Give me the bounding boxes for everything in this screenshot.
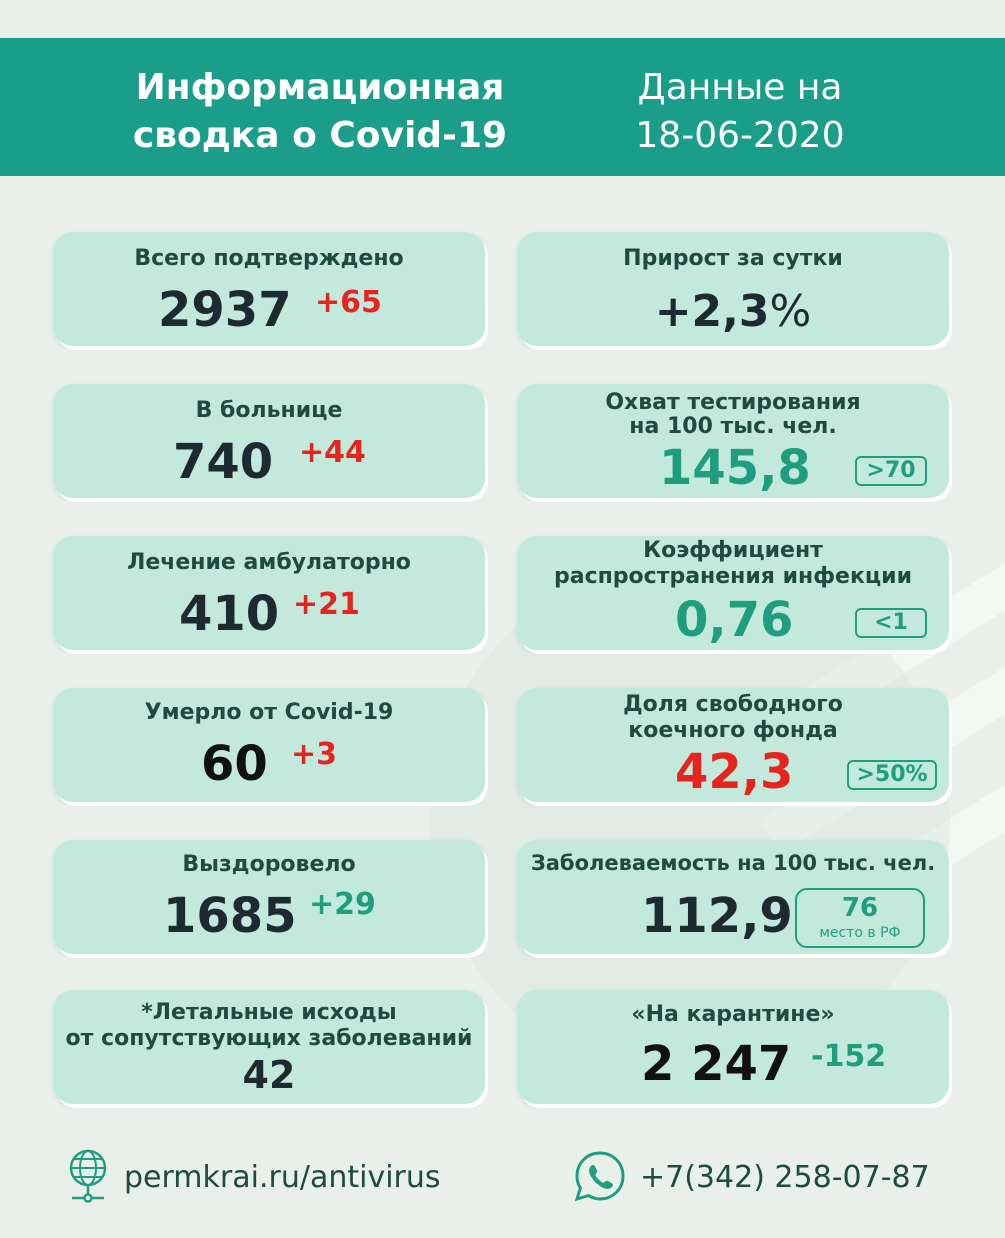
card-label: В больнице — [195, 398, 343, 423]
growth-unit: % — [769, 286, 812, 337]
card-label-1: Доля свободного — [623, 692, 843, 717]
website-link[interactable]: permkrai.ru/antivirus — [124, 1160, 441, 1195]
card-testing — [517, 384, 949, 498]
card-label-1: *Летальные исходы — [141, 1000, 397, 1025]
rank-value: 76 — [841, 893, 879, 923]
card-label: «На карантине» — [631, 1002, 835, 1027]
card-recovered — [53, 840, 485, 954]
card-incidence — [517, 840, 949, 954]
card-label: Лечение амбулаторно — [127, 550, 411, 575]
rank-label: место в РФ — [819, 925, 901, 941]
phone-number[interactable]: +7(342) 258-07-87 — [640, 1160, 930, 1195]
outpatient-delta: +21 — [293, 587, 360, 622]
card-label-2: распространения инфекции — [553, 564, 913, 589]
card-label: Выздоровело — [182, 852, 356, 877]
card-label-2: коечного фонда — [628, 718, 838, 743]
card-label-1: Охват тестирования — [605, 390, 861, 415]
card-beds — [517, 688, 949, 802]
recovered-delta: +29 — [309, 887, 376, 922]
page-title — [95, 64, 545, 160]
card-label: Заболеваемость на 100 тыс. чел. — [530, 851, 936, 875]
confirmed-delta: +65 — [315, 285, 382, 320]
outpatient-value: 410 — [179, 586, 280, 642]
card-confirmed — [53, 232, 485, 346]
r-factor-badge: <1 — [855, 608, 927, 638]
lethal-value: 42 — [242, 1053, 296, 1097]
died-value: 60 — [201, 736, 268, 792]
card-label-2: на 100 тыс. чел. — [629, 414, 837, 439]
growth-value: +2,3 — [654, 286, 770, 337]
title-line-1: Информационная — [135, 67, 505, 108]
report-date — [600, 64, 880, 160]
card-died — [53, 688, 485, 802]
testing-badge: >70 — [855, 456, 927, 486]
card-quarantine — [517, 990, 949, 1104]
title-line-2: сводка о Covid-19 — [132, 115, 508, 156]
card-outpatient — [53, 536, 485, 650]
hospital-value: 740 — [173, 434, 274, 490]
beds-value: 42,3 — [675, 744, 794, 800]
r-factor-value: 0,76 — [675, 592, 794, 648]
card-label: Умерло от Covid-19 — [144, 700, 394, 725]
card-growth — [517, 232, 949, 346]
card-hospital — [53, 384, 485, 498]
card-label-1: Коэффициент — [643, 538, 823, 563]
date-line-1: Данные на — [637, 67, 843, 108]
card-label: Прирост за сутки — [623, 246, 843, 271]
confirmed-value: 2937 — [158, 282, 292, 338]
quarantine-delta: -152 — [811, 1039, 887, 1074]
card-r-factor — [517, 536, 949, 650]
date-line-2: 18-06-2020 — [635, 115, 845, 156]
incidence-rank-badge — [795, 888, 925, 948]
card-lethal — [53, 990, 485, 1104]
quarantine-value: 2 247 — [641, 1036, 792, 1092]
growth-figure — [517, 284, 949, 340]
card-label-2: от сопутствующих заболеваний — [65, 1026, 473, 1051]
died-delta: +3 — [291, 737, 338, 772]
beds-badge: >50% — [847, 760, 937, 790]
incidence-value: 112,9 — [641, 888, 793, 944]
hospital-delta: +44 — [299, 435, 366, 470]
globe-icon — [66, 1148, 110, 1204]
card-label: Всего подтверждено — [134, 246, 404, 271]
recovered-value: 1685 — [163, 888, 297, 944]
testing-value: 145,8 — [659, 440, 811, 496]
whatsapp-icon — [572, 1148, 628, 1204]
